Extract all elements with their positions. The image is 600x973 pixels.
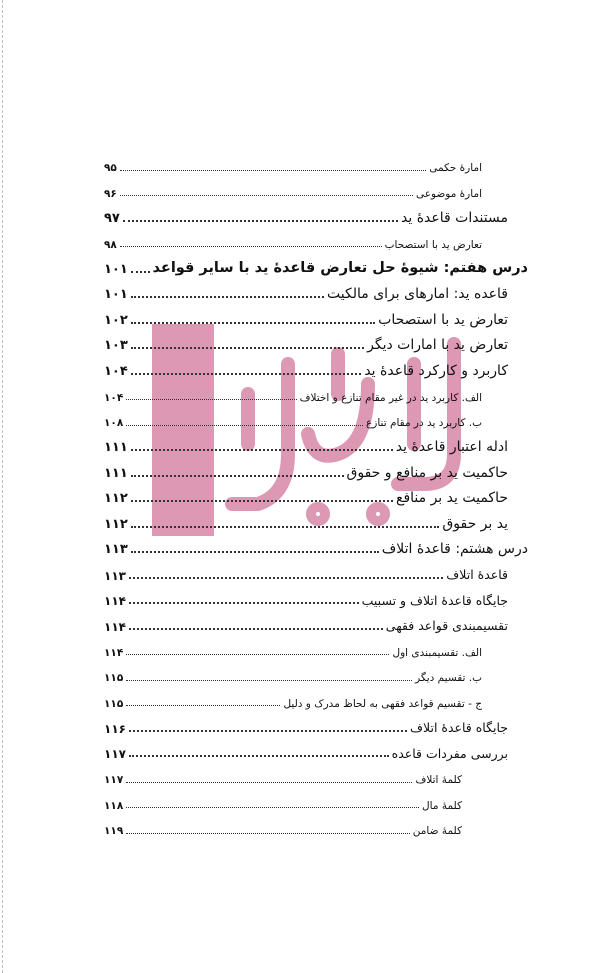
dot-leader bbox=[129, 730, 407, 732]
toc-entry-title: امارهٔ موضوعی bbox=[415, 187, 482, 200]
toc-entry-title: ادله اعتبار قاعدهٔ ید bbox=[395, 439, 508, 455]
dot-leader bbox=[131, 500, 393, 502]
toc-entry-title: کلمهٔ اتلاف bbox=[415, 774, 462, 786]
dot-leader bbox=[126, 654, 389, 655]
toc-entry[interactable] bbox=[104, 403, 520, 429]
dot-leader bbox=[120, 246, 382, 247]
toc-entry-title: جایگاه قاعدهٔ اتلاف و تسبیب bbox=[361, 592, 508, 608]
dot-leader bbox=[123, 220, 398, 222]
toc-entry[interactable] bbox=[104, 760, 520, 786]
dot-leader bbox=[131, 551, 379, 553]
toc-entry-page: ۱۱۳ bbox=[104, 542, 128, 557]
toc-entry-page: ۱۱۵ bbox=[104, 672, 124, 684]
toc-entry[interactable] bbox=[104, 709, 520, 735]
toc-entry-title: ید بر حقوق bbox=[442, 515, 508, 532]
table-of-contents bbox=[104, 148, 528, 837]
toc-entry[interactable] bbox=[104, 582, 520, 608]
dot-leader bbox=[120, 170, 426, 171]
toc-entry[interactable] bbox=[104, 556, 520, 582]
toc-entry-title: ج - تقسیم قواعد فقهی به لحاظ مدرک و دلیل bbox=[283, 697, 482, 710]
toc-entry[interactable] bbox=[104, 633, 520, 659]
toc-entry[interactable] bbox=[104, 454, 520, 480]
toc-entry[interactable] bbox=[104, 174, 520, 200]
toc-entry[interactable] bbox=[104, 505, 520, 531]
toc-entry[interactable] bbox=[104, 811, 520, 837]
toc-entry-page: ۹۶ bbox=[104, 187, 117, 200]
toc-entry-page: ۹۷ bbox=[104, 210, 120, 226]
toc-entry-title: امارهٔ حکمی bbox=[429, 162, 482, 174]
toc-entry-title: تعارض ید با استصحاب bbox=[378, 311, 508, 328]
dot-leader bbox=[126, 807, 419, 808]
toc-entry-title: کلمهٔ مال bbox=[422, 799, 462, 812]
toc-entry[interactable] bbox=[104, 225, 520, 251]
toc-entry-title: تعارض ید با امارات دیگر bbox=[367, 337, 508, 353]
dot-leader bbox=[131, 322, 375, 324]
toc-entry-page: ۱۰۴ bbox=[104, 391, 124, 404]
toc-entry[interactable] bbox=[104, 378, 520, 404]
toc-entry-page: ۱۰۳ bbox=[104, 338, 128, 353]
dot-leader bbox=[126, 399, 296, 400]
toc-entry-title: تعارض ید با استصحاب bbox=[384, 238, 482, 251]
dot-leader bbox=[129, 577, 443, 579]
toc-entry-page: ۱۱۴ bbox=[104, 646, 124, 659]
toc-entry-page: ۱۱۱ bbox=[104, 465, 128, 481]
toc-entry-page: ۱۰۱ bbox=[104, 287, 128, 302]
toc-entry[interactable] bbox=[104, 276, 520, 302]
dot-leader bbox=[126, 425, 363, 426]
toc-entry-page: ۱۱۲ bbox=[104, 491, 128, 506]
dot-leader bbox=[126, 782, 412, 783]
dot-leader bbox=[131, 526, 440, 528]
toc-entry[interactable] bbox=[104, 786, 520, 812]
toc-entry[interactable] bbox=[104, 429, 520, 455]
dot-leader bbox=[129, 602, 359, 604]
toc-entry-title: الف. تقسیمبندی اول bbox=[392, 646, 482, 659]
toc-entry-page: ۱۰۸ bbox=[104, 417, 124, 429]
dot-leader bbox=[129, 755, 389, 757]
toc-entry-page: ۹۵ bbox=[104, 162, 117, 174]
toc-entry[interactable] bbox=[104, 684, 520, 710]
toc-entry-title: تقسیمبندی قواعد فقهی bbox=[385, 618, 508, 633]
dot-leader bbox=[131, 475, 344, 477]
toc-entry[interactable] bbox=[104, 607, 520, 633]
toc-entry-page: ۱۰۱ bbox=[104, 261, 128, 277]
dot-leader bbox=[131, 373, 362, 375]
dot-leader bbox=[131, 347, 364, 349]
toc-entry-title: جایگاه قاعدهٔ اتلاف bbox=[410, 720, 508, 735]
toc-entry-title: درس هفتم: شیوهٔ حل تعارض قاعدهٔ ید با سایر قواعد bbox=[152, 260, 528, 276]
dot-leader bbox=[131, 449, 393, 451]
dot-leader bbox=[131, 271, 150, 273]
toc-entry-title: مستندات قاعدهٔ ید bbox=[401, 209, 508, 226]
toc-entry-title: ب. کاربرد ید در مقام تنازع bbox=[365, 417, 482, 429]
toc-entry-page: ۱۱۴ bbox=[104, 619, 126, 634]
toc-entry-page: ۱۱۷ bbox=[104, 747, 126, 761]
dot-leader bbox=[126, 705, 280, 706]
toc-entry-title: کاربرد و کارکرد قاعدهٔ ید bbox=[364, 362, 508, 379]
dot-leader bbox=[126, 833, 410, 834]
toc-entry-page: ۱۱۸ bbox=[104, 799, 124, 812]
toc-entry-page: ۱۱۷ bbox=[104, 774, 124, 786]
toc-entry[interactable] bbox=[104, 352, 520, 378]
toc-entry-page: ۱۱۶ bbox=[104, 721, 126, 736]
toc-entry[interactable] bbox=[104, 735, 520, 761]
toc-entry-title: حاکمیت ید بر منافع bbox=[396, 490, 508, 506]
page-edge bbox=[2, 0, 3, 973]
toc-entry-page: ۱۰۴ bbox=[104, 363, 128, 379]
toc-entry-title: قاعدهٔ اتلاف bbox=[446, 567, 508, 582]
toc-entry[interactable] bbox=[104, 658, 520, 684]
toc-entry-title: الف. کاربرد ید در غیر مقام تنازع و اختلاف bbox=[299, 391, 482, 404]
dot-leader bbox=[131, 296, 324, 298]
toc-entry-title: بررسی مفردات قاعده bbox=[391, 745, 508, 761]
toc-entry-page: ۱۱۱ bbox=[104, 440, 128, 455]
toc-entry-title: درس هشتم: قاعدهٔ اتلاف bbox=[381, 541, 528, 557]
toc-entry-page: ۱۰۲ bbox=[104, 312, 128, 328]
toc-chapter-entry[interactable] bbox=[104, 531, 528, 557]
toc-entry[interactable] bbox=[104, 199, 520, 225]
toc-entry-page: ۱۱۳ bbox=[104, 568, 126, 583]
toc-entry[interactable] bbox=[104, 148, 520, 174]
toc-entry[interactable] bbox=[104, 480, 520, 506]
toc-entry-page: ۱۱۹ bbox=[104, 825, 124, 837]
toc-entry-title: ب. تقسیم دیگر bbox=[415, 672, 482, 684]
toc-entry-title: حاکمیت ید بر منافع و حقوق bbox=[346, 464, 508, 481]
toc-entry[interactable] bbox=[104, 301, 520, 327]
toc-entry-page: ۹۸ bbox=[104, 238, 117, 251]
dot-leader bbox=[120, 195, 413, 196]
dot-leader bbox=[126, 680, 412, 681]
toc-entry-title: کلمهٔ ضامن bbox=[412, 825, 462, 837]
toc-entry-page: ۱۱۵ bbox=[104, 697, 124, 710]
toc-entry[interactable] bbox=[104, 327, 520, 353]
toc-entry-page: ۱۱۲ bbox=[104, 516, 128, 532]
dot-leader bbox=[129, 628, 383, 630]
toc-entry-title: قاعده ید: امارهای برای مالکیت bbox=[327, 286, 508, 302]
toc-entry-page: ۱۱۴ bbox=[104, 594, 126, 608]
toc-chapter-entry[interactable] bbox=[104, 250, 528, 276]
